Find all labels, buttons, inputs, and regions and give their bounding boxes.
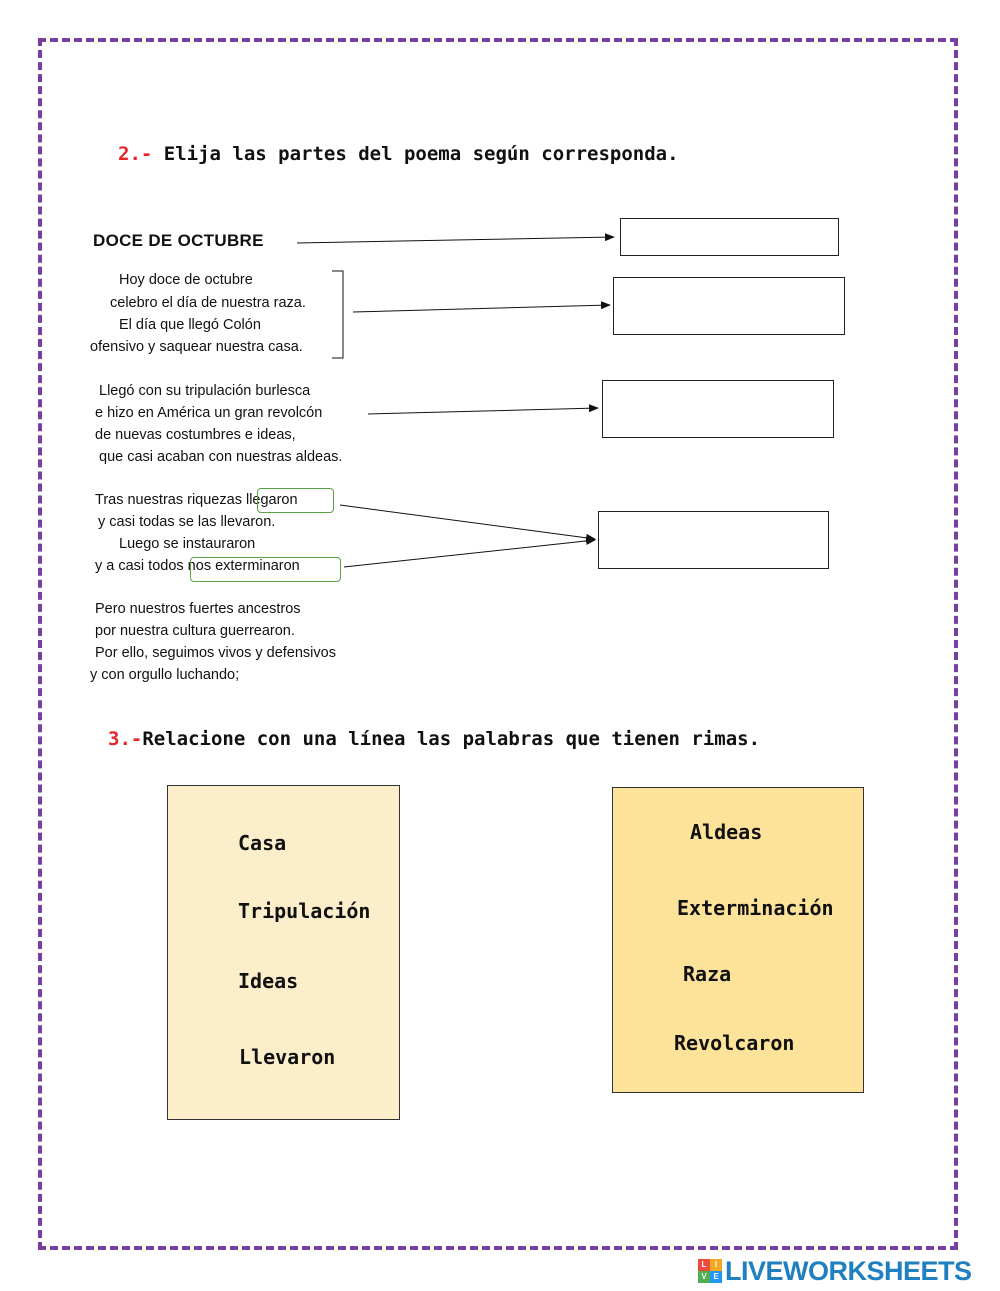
poem-line: ofensivo y saquear nuestra casa. <box>90 339 303 355</box>
poem-line: celebro el día de nuestra raza. <box>110 295 306 311</box>
poem-line: Por ello, seguimos vivos y defensivos <box>95 645 336 661</box>
right-word-raza[interactable]: Raza <box>683 962 732 986</box>
poem-line: Llegó con su tripulación burlesca <box>99 383 311 399</box>
question-2-number: 2.- <box>118 143 153 165</box>
poem-line: Hoy doce de octubre <box>119 272 253 288</box>
poem-line: y con orgullo luchando; <box>90 667 240 683</box>
right-word-aldeas[interactable]: Aldeas <box>690 820 763 844</box>
question-2-text: Elija las partes del poema según corresponda. <box>152 143 679 165</box>
stanza-bracket <box>332 271 343 358</box>
poem-line: que casi acaban con nuestras aldeas. <box>99 449 343 465</box>
arrow-stanza-2 <box>368 408 598 414</box>
arrow-exterminaron <box>344 540 595 567</box>
poem-line: por nuestra cultura guerrearon. <box>95 623 295 639</box>
poem-line: de nuevas costumbres e ideas, <box>95 427 296 443</box>
right-word-revolcaron[interactable]: Revolcaron <box>674 1031 795 1055</box>
question-3-title <box>108 728 760 750</box>
liveworksheets-logo <box>698 1256 972 1286</box>
right-word-exterminacion[interactable]: Exterminación <box>677 896 834 920</box>
poem-line: El día que llegó Colón <box>119 317 261 333</box>
left-word-ideas[interactable]: Ideas <box>238 969 299 993</box>
poem-line: y casi todas se las llevaron. <box>98 514 276 530</box>
left-word-tripulacion[interactable]: Tripulación <box>238 899 371 923</box>
left-word-casa[interactable]: Casa <box>238 831 287 855</box>
arrow-title <box>297 237 614 243</box>
poem-title: DOCE DE OCTUBRE <box>93 231 264 250</box>
poem-line: e hizo en América un gran revolcón <box>95 405 323 421</box>
question-3-text: Relacione con una línea las palabras que tienen rimas. <box>142 728 761 750</box>
poem-line: Luego se instauraron <box>119 536 256 552</box>
poem-line: Tras nuestras riquezas llegaron <box>95 492 298 508</box>
liveworksheets-wordmark: LIVEWORKSHEETS <box>725 1255 972 1286</box>
poem-line: y a casi todos nos exterminaron <box>95 558 300 574</box>
arrow-llegaron <box>340 505 595 539</box>
arrow-stanza-1 <box>353 305 610 312</box>
poem-line: Pero nuestros fuertes ancestros <box>95 601 301 617</box>
left-word-llevaron[interactable]: Llevaron <box>239 1045 336 1069</box>
question-3-number: 3.- <box>108 728 143 750</box>
liveworksheets-icon: L I V E <box>698 1259 722 1283</box>
